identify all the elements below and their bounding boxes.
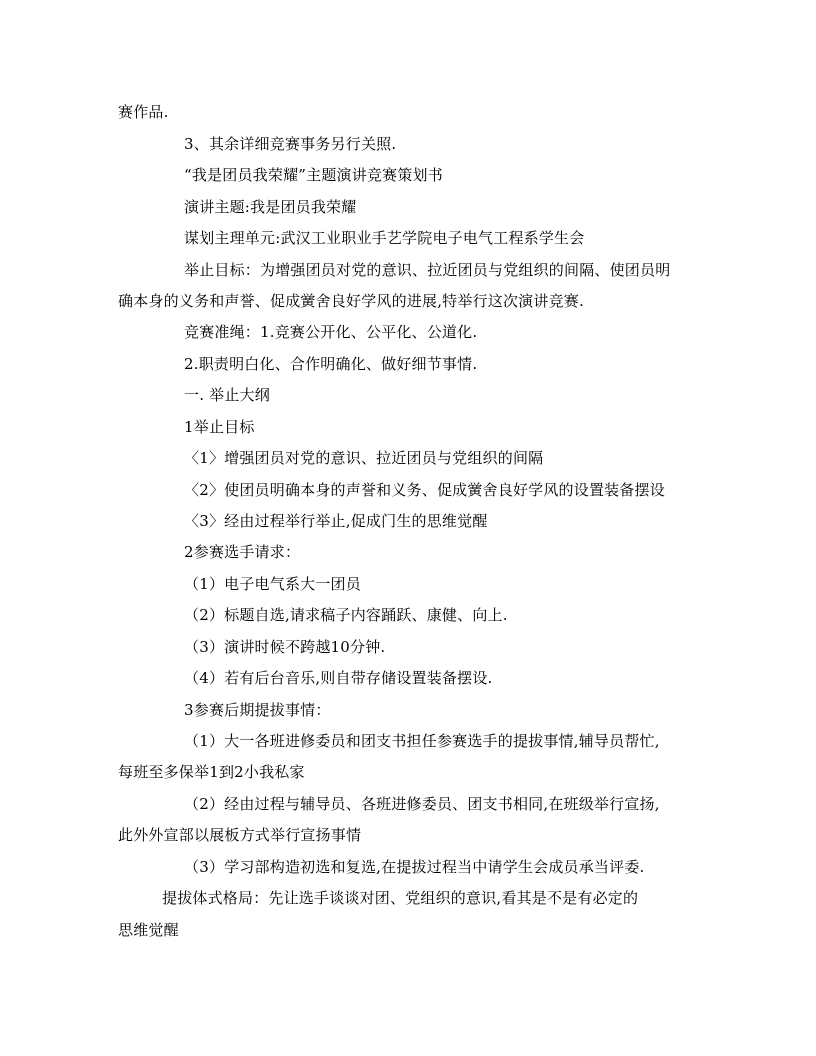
text-line: （1）电子电气系大一团员: [184, 575, 361, 593]
text-line: 〈1〉增强团员对党的意识、拉近团员与党组织的间隔: [184, 449, 544, 467]
text-line: 确本身的义务和声誉、促成黉舍良好学风的进展,特举行这次演讲竞赛.: [118, 292, 584, 310]
text-line: 举止目标：为增强团员对党的意识、拉近团员与党组织的间隔、使团员明: [184, 261, 671, 279]
text-line: 一. 举止大纲: [184, 386, 270, 404]
text-line: （3）演讲时候不跨越10分钟.: [184, 638, 386, 656]
text-line: （4）若有后台音乐,则自带存储设置装备摆设.: [184, 669, 493, 687]
text-line: 3参赛后期提拔事情：: [184, 701, 331, 719]
text-line: 谋划主理单元:武汉工业职业手艺学院电子电气工程系学生会: [184, 229, 585, 247]
text-line: 2.职责明白化、合作明确化、做好细节事情.: [184, 355, 478, 373]
text-line: （2）标题自选,请求稿子内容踊跃、康健、向上.: [184, 606, 508, 624]
text-line: 1举止目标: [184, 418, 255, 436]
text-line: 赛作品.: [118, 103, 169, 121]
text-line: （2）经由过程与辅导员、各班进修委员、团支书相同,在班级举行宣扬,: [184, 795, 660, 813]
text-line: 〈3〉经由过程举行举止,促成门生的思维觉醒: [184, 512, 488, 530]
text-line: 提拔体式格局：先让选手谈谈对团、党组织的意识,看其是不是有必定的: [162, 889, 639, 907]
text-line: 思维觉醒: [118, 921, 179, 939]
text-line: 演讲主题:我是团员我荣耀: [184, 198, 357, 216]
text-line: 2参赛选手请求：: [184, 543, 301, 561]
text-line: 此外外宣部以展板方式举行宣扬事情: [118, 826, 362, 844]
text-line: （3）学习部构造初选和复选,在提拔过程当中请学生会成员承当评委.: [184, 858, 645, 876]
text-line: （1）大一各班进修委员和团支书担任参赛选手的提拔事情,辅导员帮忙,: [184, 732, 660, 750]
text-line: 每班至多保举1到2小我私家: [118, 763, 305, 781]
text-line: 竞赛准绳：1.竞赛公开化、公平化、公道化.: [184, 323, 478, 341]
text-line: 〈2〉使团员明确本身的声誉和义务、促成黉舍良好学风的设置装备摆设: [184, 481, 665, 499]
text-line: “我是团员我荣耀”主题演讲竞赛策划书: [184, 166, 443, 184]
text-line: 3、其余详细竞赛事务另行关照.: [184, 135, 397, 153]
